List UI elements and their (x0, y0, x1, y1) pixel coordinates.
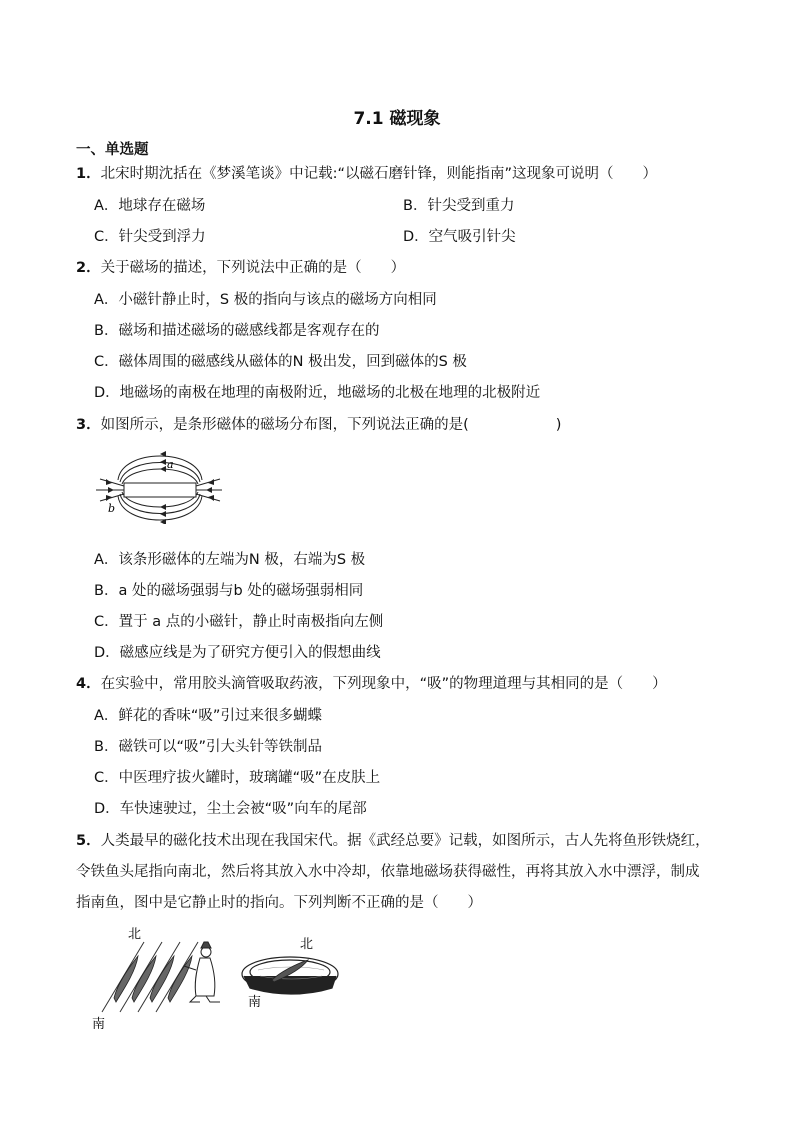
question-number: 2． (76, 260, 101, 276)
question-text: 在实验中，常用胶头滴管吸取药液，下列现象中，“吸”的物理道理与其相同的是（ ） (100, 676, 667, 692)
question-2-option-d: D．地磁场的南极在地理的南极附近，地磁场的北极在地理的北极附近 (94, 385, 541, 401)
question-text: 人类最早的磁化技术出现在我国宋代。据《武经总要》记载，如图所示，古人先将鱼形铁烧红， (100, 833, 710, 849)
question-text: 北宋时期沈括在《梦溪笔谈》中记载:“以磁石磨针锋，则能指南”这现象可说明（ ） (100, 166, 657, 182)
question-4-option-a: A．鲜花的香味“吸”引过来很多蝴蝶 (94, 708, 322, 724)
question-text: 关于磁场的描述，下列说法中正确的是（ ） (100, 260, 406, 276)
question-5-stem-line-1 (76, 831, 710, 851)
question-1-option-d: D．空气吸引针尖 (403, 229, 516, 245)
question-4-stem (76, 674, 667, 694)
compass-fish-bowl-figure (236, 930, 346, 1014)
question-1-option-c: C．针尖受到浮力 (94, 229, 206, 245)
label-south: 南 (248, 995, 262, 1010)
question-2-option-b: B．磁场和描述磁场的磁感线都是客观存在的 (94, 323, 380, 339)
iron-fish-cooling-figure (88, 922, 228, 1034)
question-number: 5． (76, 833, 101, 849)
question-4-option-c: C．中医理疗拔火罐时，玻璃罐“吸”在皮肤上 (94, 770, 381, 786)
question-2-option-c: C．磁体周围的磁感线从磁体的N 极出发，回到磁体的S 极 (94, 354, 467, 370)
question-3-option-b: B．a 处的磁场强弱与b 处的磁场强弱相同 (94, 583, 364, 599)
question-1-stem (76, 164, 657, 184)
section-heading: 一、单选题 (76, 142, 149, 158)
question-number: 4． (76, 676, 101, 692)
question-2-option-a: A．小磁针静止时，S 极的指向与该点的磁场方向相同 (94, 292, 437, 308)
question-4-option-b: B．磁铁可以“吸”引大头针等铁制品 (94, 739, 322, 755)
question-5-stem-line-3: 指南鱼，图中是它静止时的指向。下列判断不正确的是（ ） (76, 895, 482, 911)
question-3-option-a: A．该条形磁体的左端为N 极，右端为S 极 (94, 552, 366, 568)
label-north: 北 (300, 937, 314, 952)
label-south: 南 (92, 1017, 106, 1032)
figure-label-a: a (167, 458, 174, 471)
question-number: 1． (76, 166, 101, 182)
person-figure (184, 942, 220, 1002)
question-3-option-c: C．置于 a 点的小磁针，静止时南极指向左侧 (94, 614, 384, 630)
question-5-stem-line-2: 令铁鱼头尾指向南北，然后将其放入水中冷却，依靠地磁场获得磁性，再将其放入水中漂浮，制成 (76, 864, 700, 880)
question-2-stem (76, 258, 405, 278)
question-1-option-a: A．地球存在磁场 (94, 198, 206, 214)
label-north: 北 (128, 927, 142, 942)
question-text: 如图所示，是条形磁体的磁场分布图，下列说法正确的是( ) (100, 417, 562, 433)
question-number: 3． (76, 417, 101, 433)
bar-magnet-field-figure (94, 446, 224, 524)
question-4-option-d: D．车快速驶过，尘土会被“吸”向车的尾部 (94, 801, 367, 817)
question-1-option-b: B．针尖受到重力 (403, 198, 515, 214)
question-3-stem (76, 415, 561, 435)
question-3-option-d: D．磁感应线是为了研究方便引入的假想曲线 (94, 645, 381, 661)
page-title: 7.1 磁现象 (353, 109, 441, 129)
figure-label-b: b (108, 502, 116, 515)
